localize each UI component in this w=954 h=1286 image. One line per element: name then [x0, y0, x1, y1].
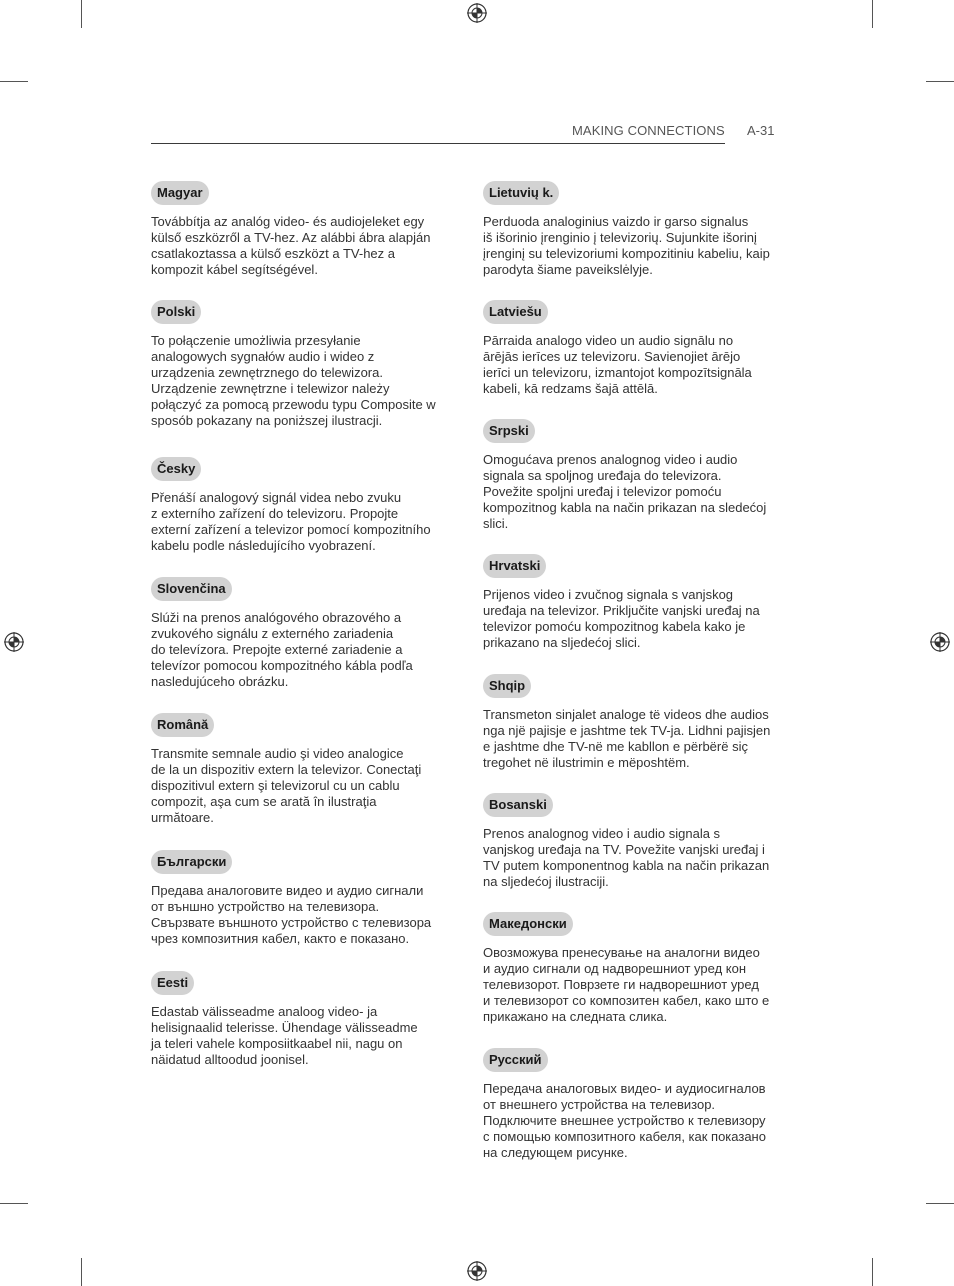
text-line: от външно устройство на телевизора.	[151, 899, 380, 914]
crop-mark	[81, 1258, 82, 1286]
language-badge: Latviešu	[483, 300, 548, 324]
text-line: slici.	[483, 516, 509, 531]
language-description	[483, 214, 778, 278]
language-section	[483, 554, 778, 651]
text-line: e jashtme dhe TV-në me kabllon e përbërë siç	[483, 739, 748, 754]
text-line: Передача аналоговых видео- и аудиосигналов	[483, 1081, 766, 1096]
text-line: с помощью композитного кабеля, как показано	[483, 1129, 766, 1144]
language-badge: Македонски	[483, 912, 573, 936]
page-number: A-31	[747, 123, 775, 138]
language-description	[151, 746, 446, 826]
text-line: Edastab välisseadme analoog video- ja	[151, 1004, 378, 1019]
language-section	[483, 300, 778, 397]
text-line: televízor pomocou kompozitného kábla podľa	[151, 658, 413, 673]
language-description	[151, 333, 446, 429]
text-line: z externího zařízení do televizoru. Propojte	[151, 506, 399, 521]
text-line: Овозможува пренесување на аналогни видео	[483, 945, 760, 960]
language-description	[483, 333, 778, 397]
text-line: csatlakoztassa a külső eszközt a TV-hez a	[151, 246, 395, 261]
language-badge: Română	[151, 713, 214, 737]
text-line: и телевизорот со композитен кабел, како што е	[483, 993, 770, 1008]
left-column	[151, 181, 446, 1068]
language-section	[151, 971, 446, 1068]
text-line: Továbbítja az analóg video- és audiojeleket egy	[151, 214, 425, 229]
text-line: от внешнего устройства на телевизор.	[483, 1097, 716, 1112]
text-line: tregohet në ilustrimin e mëposhtëm.	[483, 755, 690, 770]
text-line: чрез композитния кабел, както е показано.	[151, 931, 410, 946]
language-section	[483, 1048, 778, 1161]
text-line: kompozitnog kabla na način prikazan na sledećoj	[483, 500, 767, 515]
language-section	[151, 577, 446, 690]
text-line: Prenos analognog video i audio signala s	[483, 826, 721, 841]
text-line: телевизорот. Поврзете ги надворешниот уред	[483, 977, 759, 992]
text-line: uređaja na televizor. Priključite vanjski uređaj na	[483, 603, 760, 618]
text-line: To połączenie umożliwia przesyłanie	[151, 333, 361, 348]
text-line: externí zařízení a televizor pomocí kompozitního	[151, 522, 431, 537]
text-line: do televízora. Prepojte externé zariadenie a	[151, 642, 403, 657]
text-line: parodyta šiame paveikslėlyje.	[483, 262, 653, 277]
language-badge: Lietuvių k.	[483, 181, 559, 205]
language-badge: Hrvatski	[483, 554, 546, 578]
language-section	[483, 674, 778, 771]
text-line: прикажано на следната слика.	[483, 1009, 668, 1024]
language-description	[151, 1004, 446, 1068]
language-section	[151, 850, 446, 947]
text-line: Pārraida analogo video un audio signālu no	[483, 333, 734, 348]
text-line: ja teleri vahele komposiitkaabel nii, nagu on	[151, 1036, 403, 1051]
text-line: Предава аналоговите видео и аудио сигнали	[151, 883, 424, 898]
crop-mark	[872, 1258, 873, 1286]
text-line: на следующем рисунке.	[483, 1145, 628, 1160]
crosshair-target-icon	[466, 1260, 488, 1282]
crop-mark	[926, 81, 954, 82]
text-line: Slúži na prenos analógového obrazového a	[151, 610, 402, 625]
text-line: külső eszközről a TV-hez. Az alábbi ábra alapján	[151, 230, 431, 245]
text-line: Свързвате външното устройство с телевизора	[151, 915, 432, 930]
crosshair-target-icon	[3, 631, 25, 653]
language-badge: Magyar	[151, 181, 209, 205]
language-badge: Srpski	[483, 419, 535, 443]
language-section	[151, 181, 446, 278]
page-header	[151, 121, 776, 145]
text-line: signala sa spoljnog uređaja do televizora.	[483, 468, 722, 483]
text-line: iš išorinio įrenginio į televizorių. Sujunkite išorinį	[483, 230, 757, 245]
language-badge: Eesti	[151, 971, 194, 995]
language-description	[483, 826, 778, 890]
language-description	[151, 883, 446, 947]
language-section	[483, 181, 778, 278]
text-line: prikazano na sljedećoj slici.	[483, 635, 641, 650]
language-section	[483, 912, 778, 1025]
text-line: na sljedećoj ilustraciji.	[483, 874, 609, 889]
text-line: dispozitivul extern şi televizorul cu un cablu	[151, 778, 400, 793]
language-section	[151, 457, 446, 554]
language-section	[151, 713, 446, 826]
text-line: de la un dispozitiv extern la televizor. Conectaţi	[151, 762, 422, 777]
text-line: următoare.	[151, 810, 214, 825]
text-line: TV putem komponentnog kabla na način prikazan	[483, 858, 770, 873]
language-description	[483, 587, 778, 651]
language-badge: Shqip	[483, 674, 531, 698]
crop-mark	[0, 1203, 28, 1204]
text-line: Perduoda analoginius vaizdo ir garso signalus	[483, 214, 749, 229]
text-line: televizor pomoću kompozitnog kabela kako je	[483, 619, 746, 634]
text-line: kabelu podle následujícího vyobrazení.	[151, 538, 376, 553]
text-line: kompozit kábel segítségével.	[151, 262, 318, 277]
language-badge: Bosanski	[483, 793, 553, 817]
text-line: ierīci un televizoru, izmantojot kompozītsignāla	[483, 365, 752, 380]
text-line: Urządzenie zewnętrzne i telewizor należy	[151, 381, 390, 396]
language-badge: Polski	[151, 300, 201, 324]
right-column	[483, 181, 778, 1161]
text-line: Подключите внешнее устройство к телевизору	[483, 1113, 766, 1128]
language-badge: Česky	[151, 457, 201, 481]
text-line: Transmeton sinjalet analoge të videos dhe audios	[483, 707, 769, 722]
text-line: ārējās ierīces uz televizoru. Savienojiet ārējo	[483, 349, 741, 364]
text-line: helisignaalid telerisse. Ühendage välisseadme	[151, 1020, 418, 1035]
text-line: połączyć za pomocą przewodu typu Composite w	[151, 397, 436, 412]
text-line: Omogućava prenos analognog video i audio	[483, 452, 738, 467]
language-description	[483, 707, 778, 771]
crosshair-target-icon	[929, 631, 951, 653]
text-line: Přenáší analogový signál videa nebo zvuku	[151, 490, 402, 505]
crosshair-target-icon	[466, 2, 488, 24]
text-line: urządzenia zewnętrznego do telewizora.	[151, 365, 383, 380]
header-rule	[151, 143, 725, 144]
language-badge: Русский	[483, 1048, 548, 1072]
language-description	[151, 214, 446, 278]
crop-mark	[926, 1203, 954, 1204]
crop-mark	[872, 0, 873, 28]
text-line: įrenginį su televizoriumi kompozitiniu kabeliu, kaip	[483, 246, 770, 261]
crop-mark	[81, 0, 82, 28]
text-line: zvukového signálu z externého zariadenia	[151, 626, 394, 641]
text-line: sposób pokazany na poniższej ilustracji.	[151, 413, 383, 428]
text-line: Povežite spoljni uređaj i televizor pomoću	[483, 484, 722, 499]
text-line: Prijenos video i zvučnog signala s vanjskog	[483, 587, 734, 602]
language-description	[151, 490, 446, 554]
text-line: kabeli, kā redzams šajā attēlā.	[483, 381, 658, 396]
language-description	[483, 1081, 778, 1161]
text-line: Transmite semnale audio şi video analogice	[151, 746, 404, 761]
text-line: vanjskog uređaja na TV. Povežite vanjski uređaj i	[483, 842, 765, 857]
text-line: nga një pajisje e jashtme tek TV-ja. Lidhni pajisjen	[483, 723, 771, 738]
text-line: compozit, aşa cum se arată în ilustraţia	[151, 794, 377, 809]
language-badge: Български	[151, 850, 232, 874]
language-description	[483, 945, 778, 1025]
language-section	[483, 419, 778, 532]
text-line: analogowych sygnałów audio i wideo z	[151, 349, 375, 364]
crop-mark	[0, 81, 28, 82]
text-line: nasledujúceho obrázku.	[151, 674, 289, 689]
language-section	[483, 793, 778, 890]
language-badge: Slovenčina	[151, 577, 232, 601]
section-title: MAKING CONNECTIONS	[572, 123, 725, 138]
language-description	[483, 452, 778, 532]
text-line: näidatud alltoodud joonisel.	[151, 1052, 309, 1067]
language-description	[151, 610, 446, 690]
language-section	[151, 300, 446, 429]
text-line: и аудио сигнали од надворешниот уред кон	[483, 961, 747, 976]
